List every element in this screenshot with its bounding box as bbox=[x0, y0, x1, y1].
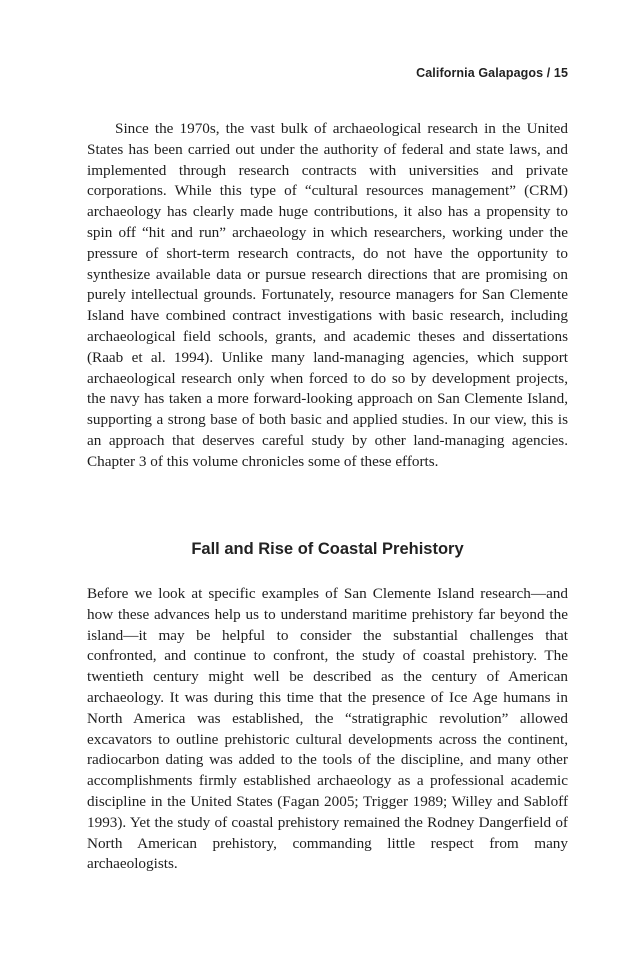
running-head-title: California Galapagos bbox=[416, 66, 544, 80]
section-heading: Fall and Rise of Coastal Prehistory bbox=[191, 540, 464, 558]
page-number: 15 bbox=[553, 66, 568, 80]
paragraph-crm-archaeology: Since the 1970s, the vast bulk of archaeological research in the United States has been carried out under the authority of federal and state laws, and implemented through research contracts with universities and private corporations. While this type of “cultural resources management” (CRM) archaeology has clearly made huge contributions, it also has a propensity to spin off “hit and run” archaeology in which researchers, working under the pressure of short-term research contracts, do not have the opportunity to synthesize available data or pursue research directions that are promising on purely intellectual grounds. Fortunately, resource managers for San Clemente Island have combined contract investigations with basic research, including archaeological field schools, grants, and academic theses and dissertations (Raab et al. 1994). Unlike many land-managing agencies, which support archaeological research only when forced to do so by development projects, the navy has taken a more forward-looking approach on San Clemente Island, supporting a strong base of both basic and applied studies. In our view, this is an approach that deserves careful study by other land-managing agencies. Chapter 3 of this volume chronicles some of these efforts. bbox=[87, 120, 568, 470]
running-head-separator: / bbox=[546, 66, 551, 80]
paragraph-coastal-prehistory: Before we look at specific examples of San Clemente Island research—and how these advances help us to understand maritime prehistory far beyond the island—it may be helpful to consider the substantial challenges that confronted, and continue to confront, the study of coastal prehistory. The twentieth century might well be described as the century of American archaeology. It was during this time that the presence of Ice Age humans in North America was established, the “stratigraphic revolution” allowed excavators to outline prehistoric cultural developments across the continent, radiocarbon dating was added to the tools of the discipline, and many other accomplishments firmly established archaeology as a professional academic discipline in the United States (Fagan 2005; Trigger 1989; Willey and Sabloff 1993). Yet the study of coastal prehistory remained the Rodney Dangerfield of North American prehistory, commanding little respect from many archaeologists. bbox=[87, 585, 568, 873]
running-head bbox=[416, 66, 568, 80]
book-page bbox=[87, 0, 568, 957]
